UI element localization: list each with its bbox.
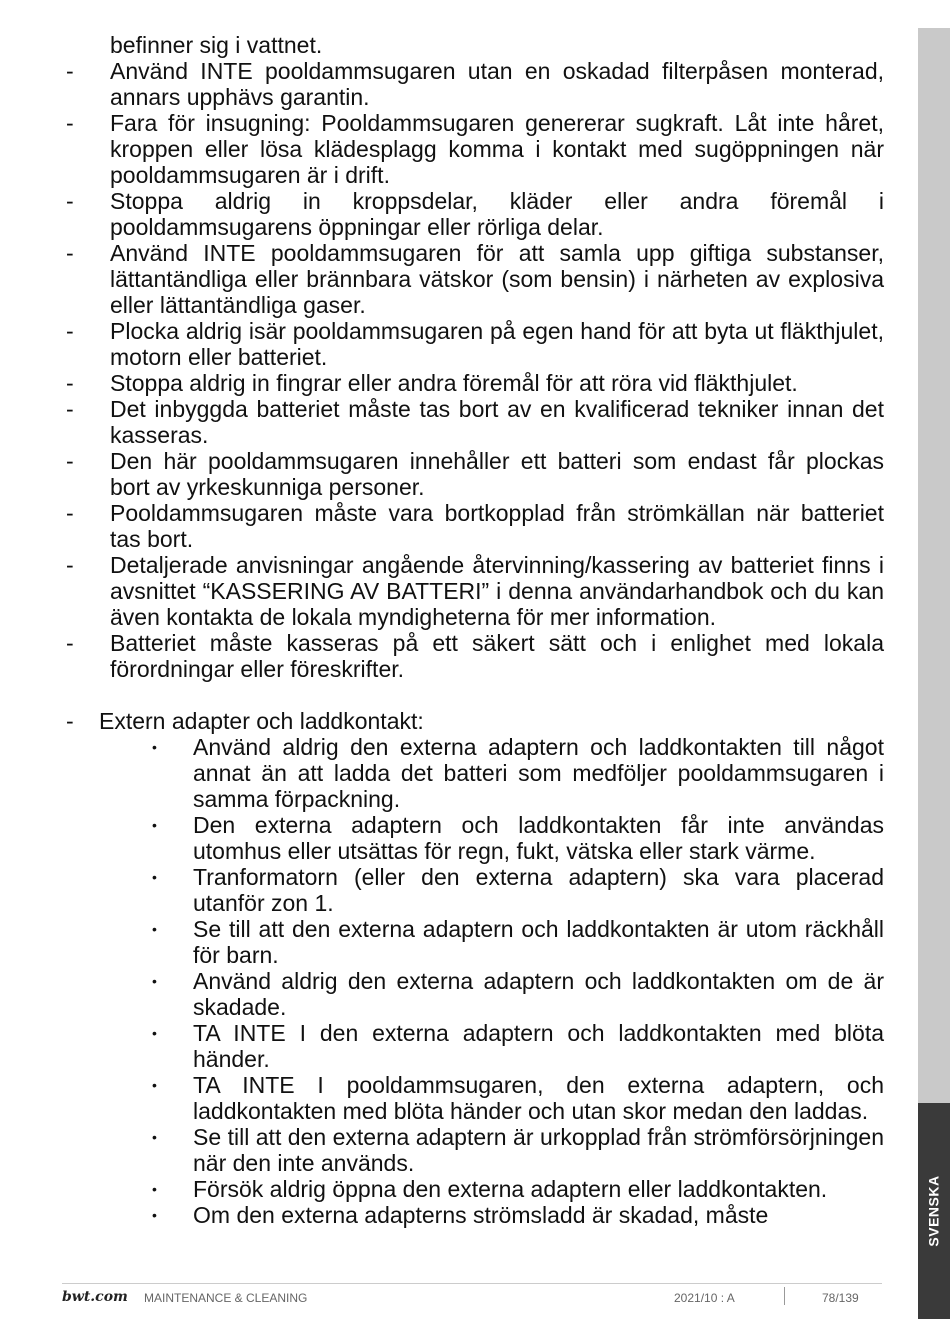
warning-item: - Det inbyggda batteriet måste tas bort av en kvalificerad tekniker innan det kasseras. xyxy=(66,396,884,448)
section-title: - Extern adapter och laddkontakt: xyxy=(66,708,424,734)
bullet-icon: • xyxy=(152,1129,157,1145)
language-tab-bar xyxy=(918,28,950,1103)
warning-item: - Stoppa aldrig in kroppsdelar, kläder eller andra föremål i pooldammsugarens öppningar eller rörliga delar. xyxy=(66,188,884,240)
bullet-item: • Om den externa adapterns strömsladd är skadad, måste xyxy=(152,1202,769,1228)
manual-body xyxy=(66,32,884,1228)
warning-item: - Använd INTE pooldammsugaren utan en oskadad filterpåsen monterad, annars upphävs garantin. xyxy=(66,58,884,110)
bullet-icon: • xyxy=(152,869,157,885)
warning-item: - Den här pooldammsugaren innehåller ett batteri som endast får plockas bort av yrkeskunniga personer. xyxy=(66,448,884,500)
warning-list xyxy=(66,58,884,682)
bullet-icon: • xyxy=(152,1181,157,1197)
footer-separator xyxy=(784,1287,785,1305)
bullet-icon: • xyxy=(152,1077,157,1093)
bullet-item: • TA INTE I den externa adaptern och laddkontakten med blöta händer. xyxy=(152,1020,884,1072)
footer-section-title: MAINTENANCE & CLEANING xyxy=(144,1291,308,1305)
footer-revision-date: 2021/10 : A xyxy=(674,1291,735,1305)
warning-item: - Fara för insugning: Pooldammsugaren genererar sugkraft. Låt inte håret, kroppen eller lösa klädesplagg komma i kontakt med sugöppningen när pooldammsugaren är i drift. xyxy=(66,110,884,188)
bullet-item: • Försök aldrig öppna den externa adaptern eller laddkontakten. xyxy=(152,1176,828,1202)
language-tab xyxy=(918,1103,950,1319)
warning-item: - Detaljerade anvisningar angående återvinning/kassering av batteriet finns i avsnittet “KASSERING AV BATTERI” i denna användarhandbok och du kan även kontakta de lokala myndigheterna för mer information. xyxy=(66,552,884,630)
bullet-item: • Tranformatorn (eller den externa adaptern) ska vara placerad utanför zon 1. xyxy=(152,864,884,916)
page-footer xyxy=(62,1283,882,1311)
bullet-item: • Använd aldrig den externa adaptern och laddkontakten till något annat än att ladda det batteri som medföljer pooldammsugaren i samma förpackning. xyxy=(152,734,884,812)
bullet-item: • Den externa adaptern och laddkontakten får inte användas utomhus eller utsättas för regn, fukt, vätska eller stark värme. xyxy=(152,812,884,864)
warning-item: - Pooldammsugaren måste vara bortkopplad från strömkällan när batteriet tas bort. xyxy=(66,500,884,552)
bullet-icon: • xyxy=(152,1025,157,1041)
spacer xyxy=(66,682,884,708)
bullet-icon: • xyxy=(152,921,157,937)
continued-text: befinner sig i vattnet. xyxy=(110,32,323,58)
brand-logo: bwt.com xyxy=(62,1289,128,1305)
footer-divider xyxy=(62,1283,882,1284)
warning-item: - Batteriet måste kasseras på ett säkert sätt och i enlighet med lokala förordningar eller föreskrifter. xyxy=(66,630,884,682)
bullet-item: • Se till att den externa adaptern och laddkontakten är utom räckhåll för barn. xyxy=(152,916,884,968)
warning-item: - Använd INTE pooldammsugaren för att samla upp giftiga substanser, lättantändliga eller brännbara vätskor (som bensin) i närheten av explosiva eller lättantändliga gaser. xyxy=(66,240,884,318)
bullet-item: • TA INTE I pooldammsugaren, den externa adaptern, och laddkontakten med blöta händer och utan skor medan den laddas. xyxy=(152,1072,884,1124)
warning-item: - Stoppa aldrig in fingrar eller andra föremål för att röra vid fläkthjulet. xyxy=(66,370,798,396)
warning-item: - Plocka aldrig isär pooldammsugaren på egen hand för att byta ut fläkthjulet, motorn eller batteriet. xyxy=(66,318,884,370)
adapter-bullet-list xyxy=(66,734,884,1228)
page-number: 78/139 xyxy=(822,1291,859,1305)
language-label: SVENSKA xyxy=(926,1175,942,1247)
bullet-icon: • xyxy=(152,817,157,833)
bullet-item: • Se till att den externa adaptern är urkopplad från strömförsörjningen när den inte används. xyxy=(152,1124,884,1176)
bullet-icon: • xyxy=(152,973,157,989)
bullet-item: • Använd aldrig den externa adaptern och laddkontakten om de är skadade. xyxy=(152,968,884,1020)
bullet-icon: • xyxy=(152,1207,157,1223)
bullet-icon: • xyxy=(152,739,157,755)
